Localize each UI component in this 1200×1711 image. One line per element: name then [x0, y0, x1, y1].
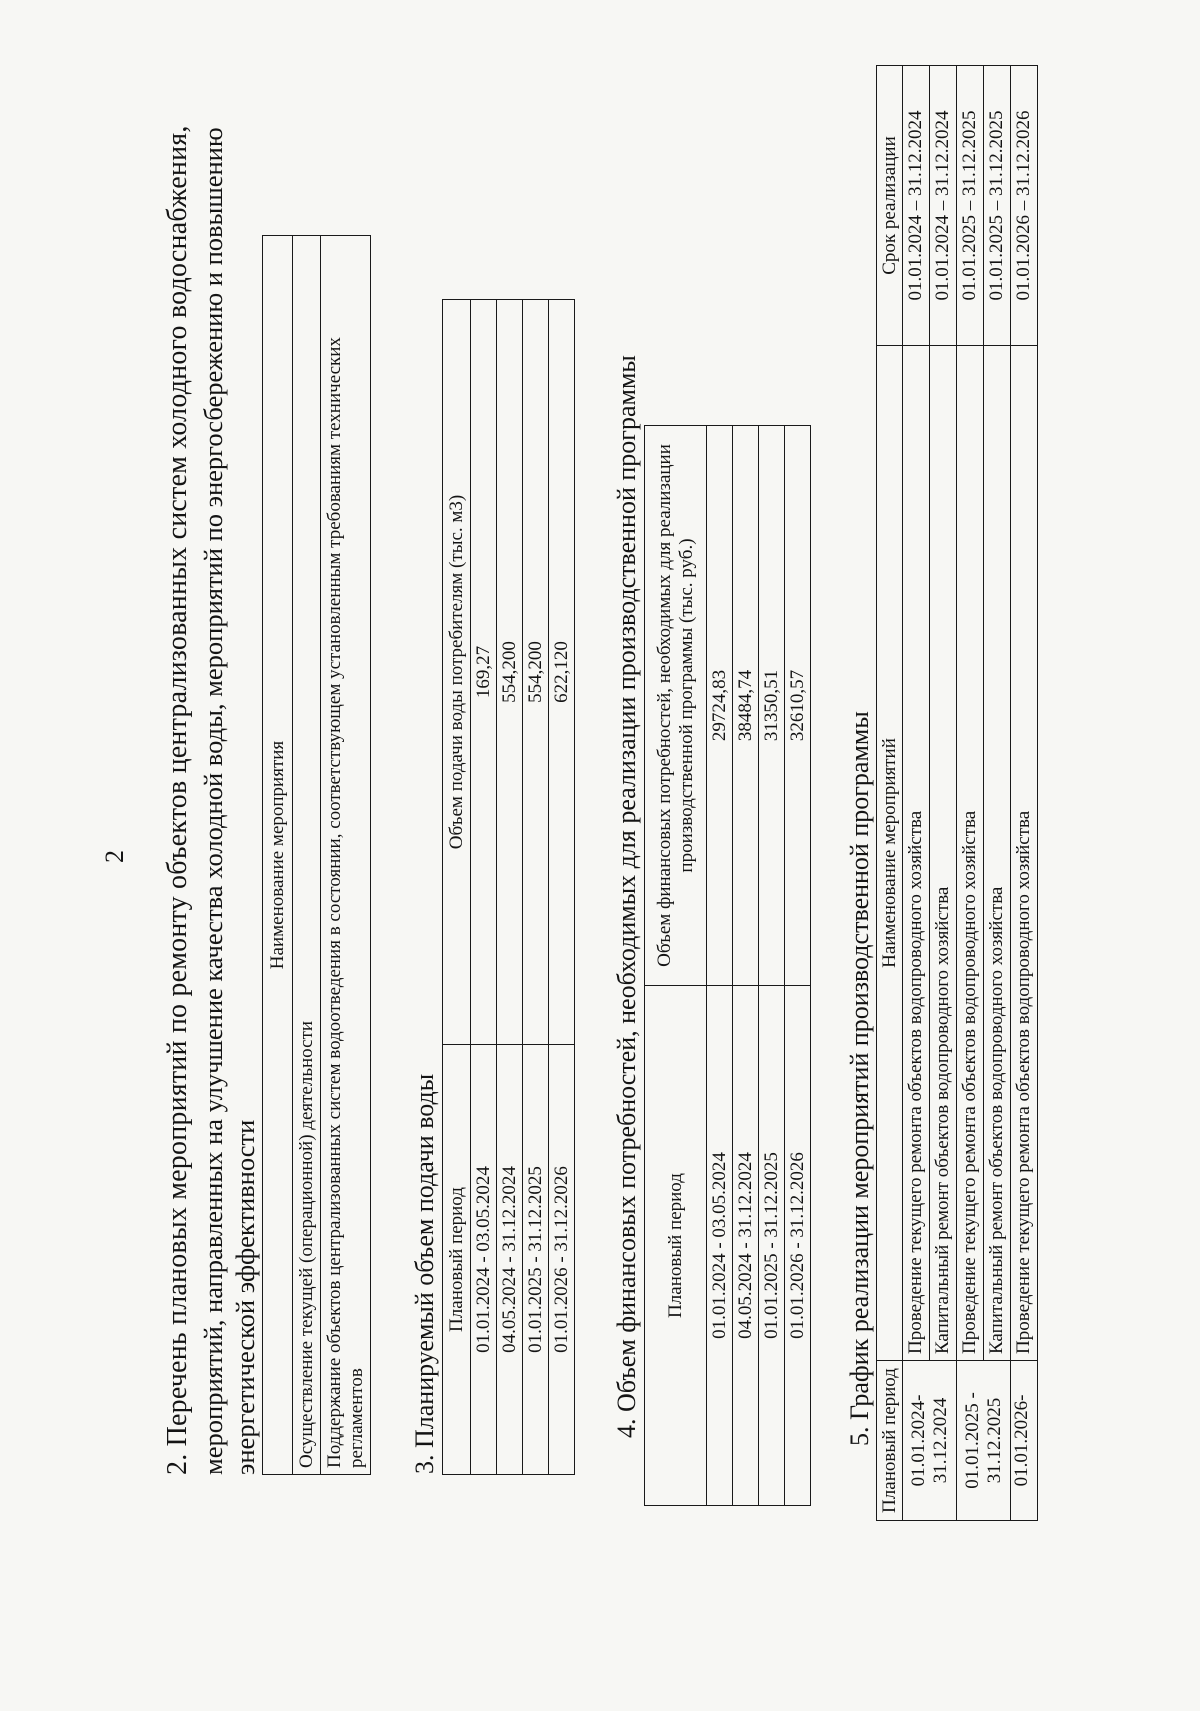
section-3-title: 3. Планируемый объем подачи воды: [410, 1073, 439, 1474]
table-cell: 29724,83: [707, 426, 733, 986]
table-cell: 01.01.2024 – 31.12.2024: [903, 66, 930, 346]
section-2-subtitle-line1: мероприятий, направленных на улучшение качества холодной воды, мероприятий по энергосбережению и повышению: [198, 127, 228, 1475]
table-cell: 01.01.2026 – 31.12.2026: [1011, 66, 1038, 346]
measures-table: [262, 235, 371, 1475]
table-cell: Проведение текущего ремонта объектов водопроводного хозяйства: [903, 346, 930, 1361]
section-4-title: 4. Объем финансовых потребностей, необходимых для реализации производственной программы: [612, 355, 641, 1438]
table-cell: 31350,51: [759, 426, 785, 986]
table-cell: 01.01.2025 - 31.12.2025: [523, 1045, 549, 1475]
schedule-period-cell: 01.01.2025 - 31.12.2025: [957, 1361, 1011, 1521]
table-cell: Проведение текущего ремонта объектов водопроводного хозяйства: [957, 346, 984, 1361]
schedule-header-period: Плановый период: [877, 1361, 903, 1521]
table-cell: Капитальный ремонт объектов водопроводного хозяйства: [930, 346, 957, 1361]
table-cell: 01.01.2026 - 31.12.2026: [549, 1045, 575, 1475]
financial-header-period: Плановый период: [645, 986, 707, 1506]
measures-table-row: Поддержание объектов централизованных систем водоотведения в состоянии, соответствующем установленным требованиям технических регламентов: [321, 236, 371, 1475]
table-cell: 01.01.2025 - 31.12.2025: [759, 986, 785, 1506]
section-2-subtitle-line2: энергетической эффективности: [230, 1119, 260, 1475]
page-number: 2: [100, 850, 129, 863]
schedule-header-term: Срок реализации: [877, 66, 903, 346]
table-cell: 04.05.2024 - 31.12.2024: [497, 1045, 523, 1475]
table-cell: 554,200: [497, 300, 523, 1045]
table-cell: 01.01.2026 - 31.12.2026: [785, 986, 811, 1506]
table-cell: 04.05.2024 - 31.12.2024: [733, 986, 759, 1506]
table-cell: 01.01.2025 – 31.12.2025: [957, 66, 984, 346]
table-cell: 01.01.2024 – 31.12.2024: [930, 66, 957, 346]
financial-needs-table: [644, 425, 811, 1506]
water-supply-header-volume: Объем подачи воды потребителям (тыс. м3): [443, 300, 471, 1045]
measures-table-row: Осуществление текущей (операционной) деятельности: [293, 236, 321, 1475]
table-cell: 169,27: [471, 300, 497, 1045]
table-cell: Капитальный ремонт объектов водопроводного хозяйства: [984, 346, 1011, 1361]
table-cell: 01.01.2024 - 03.05.2024: [707, 986, 733, 1506]
schedule-period-cell: 01.01.2026-: [1011, 1361, 1038, 1521]
table-cell: 01.01.2025 – 31.12.2025: [984, 66, 1011, 346]
table-cell: 01.01.2024 - 03.05.2024: [471, 1045, 497, 1475]
table-cell: 32610,57: [785, 426, 811, 986]
section-5-title: 5. График реализации мероприятий производственной программы: [845, 711, 874, 1446]
table-cell: 554,200: [523, 300, 549, 1045]
table-cell: Проведение текущего ремонта объектов водопроводного хозяйства: [1011, 346, 1038, 1361]
financial-header-volume: Объем финансовых потребностей, необходимых для реализации производственной программы (тыс. руб.): [645, 426, 707, 986]
schedule-period-cell: 01.01.2024- 31.12.2024: [903, 1361, 957, 1521]
schedule-header-measures: Наименование мероприятий: [877, 346, 903, 1361]
water-supply-table: [442, 299, 575, 1475]
section-2-title: 2. Перечень плановых мероприятий по ремонту объектов централизованных систем холодного водоснабжения,: [162, 125, 193, 1475]
measures-table-header: Наименование мероприятия: [263, 236, 293, 1475]
schedule-table: [876, 65, 1038, 1521]
table-cell: 38484,74: [733, 426, 759, 986]
table-cell: 622,120: [549, 300, 575, 1045]
water-supply-header-period: Плановый период: [443, 1045, 471, 1475]
